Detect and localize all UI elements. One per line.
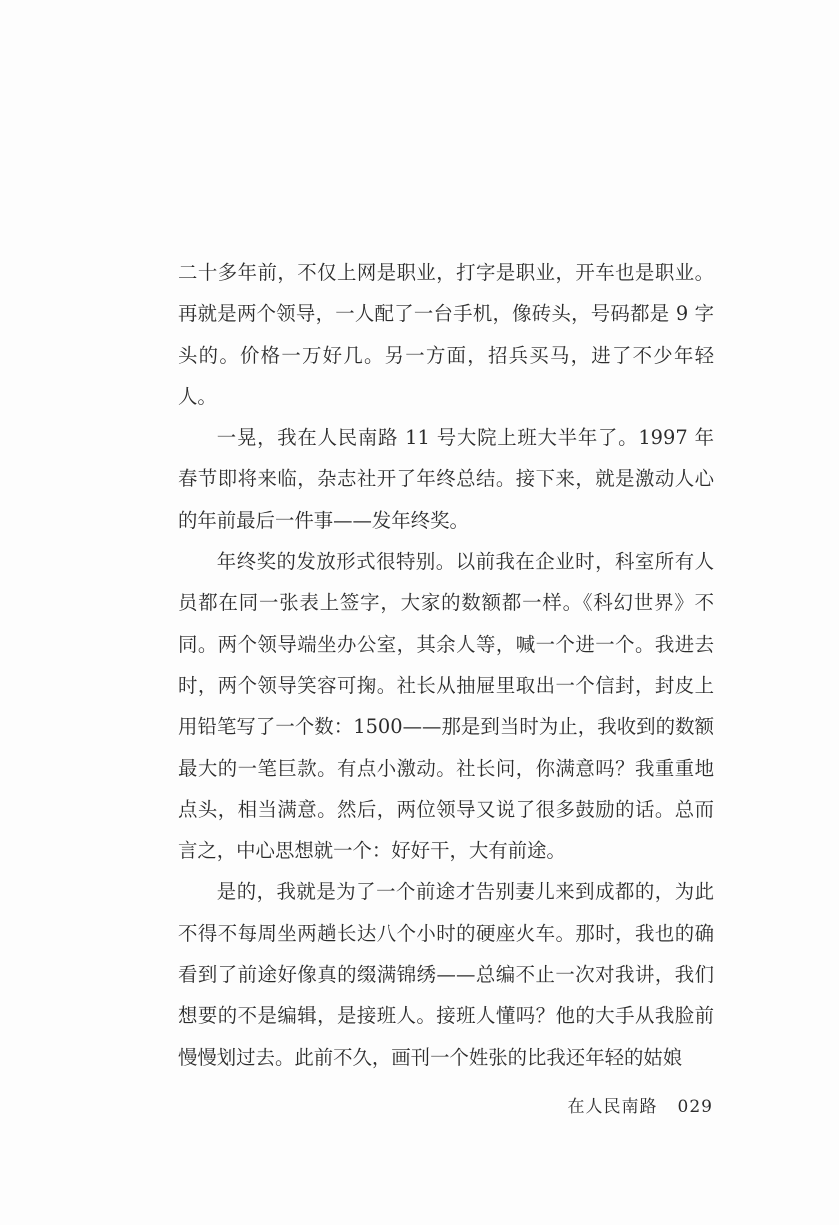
paragraph: 一晃，我在人民南路 11 号大院上班大半年了。1997 年春节即将来临，杂志社开了年终总结。接下来，就是激动人心的年前最后一件事——发年终奖。: [178, 426, 714, 532]
body-text: [178, 252, 714, 1078]
paragraph: 二十多年前，不仅上网是职业，打字是职业，开车也是职业。再就是两个领导，一人配了一台手机，像砖头，号码都是 9 字头的。价格一万好几。另一方面，招兵买马，进了不少年轻人。: [178, 261, 714, 408]
page-footer: [568, 1092, 713, 1117]
paragraph: 是的，我就是为了一个前途才告别妻儿来到成都的，为此不得不每周坐两趟长达八个小时的硬座火车。那时，我也的确看到了前途好像真的缀满锦绣——总编不止一次对我讲，我们想要的不是编辑，是接班人。接班人懂吗？他的大手从我脸前慢慢划过去。此前不久，画刊一个姓张的比我还年轻的姑娘: [178, 880, 714, 1069]
paragraph: 年终奖的发放形式很特别。以前我在企业时，科室所有人员都在同一张表上签字，大家的数额都一样。《科幻世界》不同。两个领导端坐办公室，其余人等，喊一个进一个。我进去时，两个领导笑容可掬。社长从抽屉里取出一个信封，封皮上用铅笔写了一个数：1500——那是到当时为止，我收到的数额最大的一笔巨款。有点小激动。社长问，你满意吗？我重重地点头，相当满意。然后，两位领导又说了很多鼓励的话。总而言之，中心思想就一个：好好干，大有前途。: [178, 550, 714, 863]
page-number: 029: [677, 1097, 713, 1117]
running-title: 在人民南路: [567, 1097, 658, 1117]
